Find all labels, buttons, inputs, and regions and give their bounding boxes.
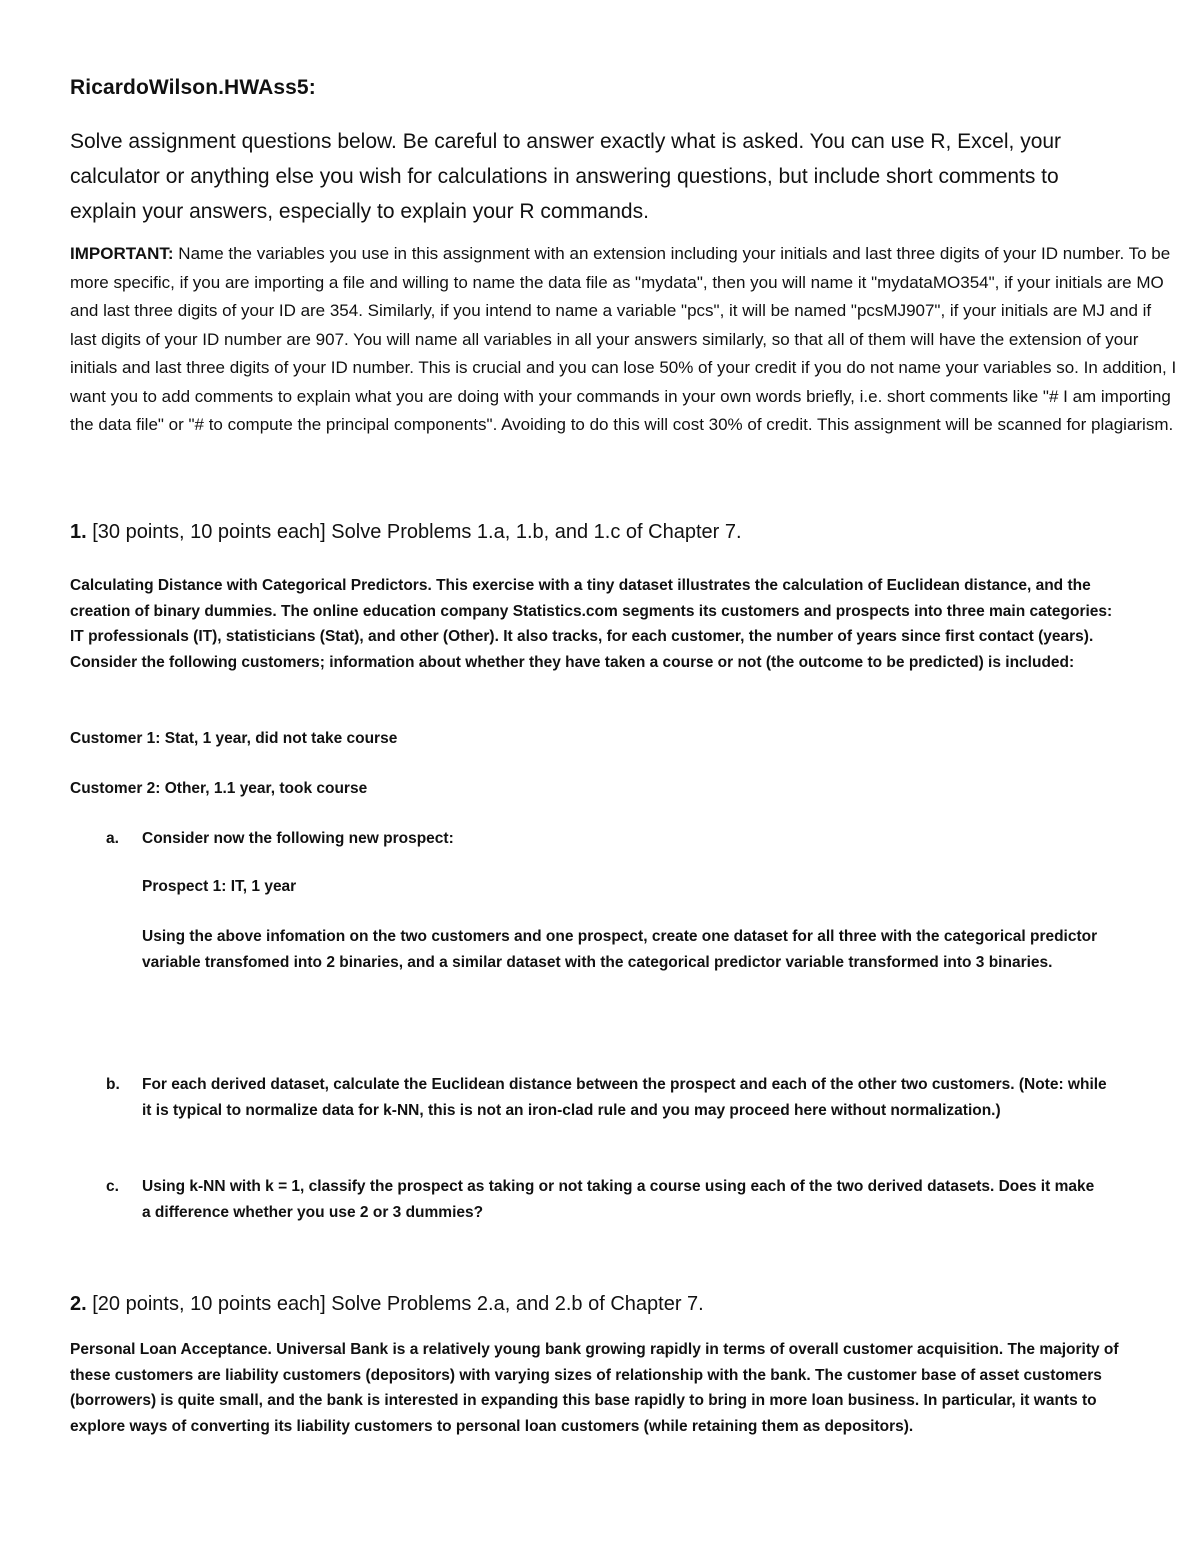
prospect-line: Prospect 1: IT, 1 year: [142, 878, 297, 895]
document-title: RicardoWilson.HWAss5:: [70, 76, 316, 99]
list-text-a: Consider now the following new prospect:: [142, 830, 454, 847]
list-marker-b: b.: [106, 1076, 120, 1093]
question-2-heading: [70, 1293, 704, 1316]
list-marker-c: c.: [106, 1178, 119, 1195]
important-label: IMPORTANT:: [70, 244, 174, 263]
important-paragraph: [70, 240, 1180, 440]
question-2-number: 2.: [70, 1293, 87, 1315]
question-1-number: 1.: [70, 521, 87, 543]
question-1-heading-text: [30 points, 10 points each] Solve Problems 1.a, 1.b, and 1.c of Chapter 7.: [86, 521, 742, 543]
list-text-b: For each derived dataset, calculate the Euclidean distance between the prospect and each of the other two customers. (Note: while it is typical to normalize data for k-NN, this is not an iron-clad rule and you may proceed here without normalization.): [142, 1076, 1107, 1119]
important-text: Name the variables you use in this assignment with an extension including your initials and last three digits of your ID number. To be more specific, if you are importing a file and willing to name the data file as "mydata", then you will name it "mydataMO354", if your initials are MO and last three digits of your ID are 354. Similarly, if you intend to name a variable "pcs", it will be named "pcsMJ907", if your initials are MJ and if last digits of your ID number are 907. You will name all variables in all your answers similarly, so that all of them will have the extension of your initials and last three digits of your ID number. This is crucial and you can lose 50% of your credit if you do not name your variables so. In addition, I want you to add comments to explain what you are doing with your commands in your own words briefly, i.e. short comments like "# I am importing the data file" or "# to compute the principal components". Avoiding to do this will cost 30% of credit. This assignment will be scanned for plagiarism.: [70, 244, 1177, 434]
question-1-heading: [70, 521, 742, 544]
question-1-paragraph: Calculating Distance with Categorical Predictors. This exercise with a tiny dataset illustrates the calculation of Euclidean distance, and the creation of binary dummies. The online education company Statistics.com segments its customers and prospects into three main categories: IT professionals (IT), statisticians (Stat), and other (Other). It also tracks, for each customer, the number of years since first contact (years). Consider the following customers; information about whether they have taken a course or not (the outcome to be predicted) is included:: [70, 577, 1113, 671]
question-2-heading-text: [20 points, 10 points each] Solve Problems 2.a, and 2.b of Chapter 7.: [86, 1293, 704, 1315]
list-marker-a: a.: [106, 830, 119, 847]
intro-paragraph: Solve assignment questions below. Be careful to answer exactly what is asked. You can use R, Excel, your calculator or anything else you wish for calculations in answering questions, but include short comments to explain your answers, especially to explain your R commands.: [70, 130, 1062, 223]
dataset-instructions: Using the above infomation on the two customers and one prospect, create one dataset for all three with the categorical predictor variable transfomed into 2 binaries, and a similar dataset with the categorical predictor variable transformed into 3 binaries.: [142, 928, 1098, 971]
list-text-c: Using k-NN with k = 1, classify the prospect as taking or not taking a course using each of the two derived datasets. Does it make a difference whether you use 2 or 3 dummies?: [142, 1178, 1095, 1221]
question-2-paragraph: Personal Loan Acceptance. Universal Bank is a relatively young bank growing rapidly in terms of overall customer acquisition. The majority of these customers are liability customers (depositors) with varying sizes of relationship with the bank. The customer base of asset customers (borrowers) is quite small, and the bank is interested in expanding this base rapidly to bring in more loan business. In particular, it wants to explore ways of converting its liability customers to personal loan customers (while retaining them as depositors).: [70, 1341, 1119, 1435]
customer-1-line: Customer 1: Stat, 1 year, did not take course: [70, 730, 398, 747]
customer-2-line: Customer 2: Other, 1.1 year, took course: [70, 780, 368, 797]
